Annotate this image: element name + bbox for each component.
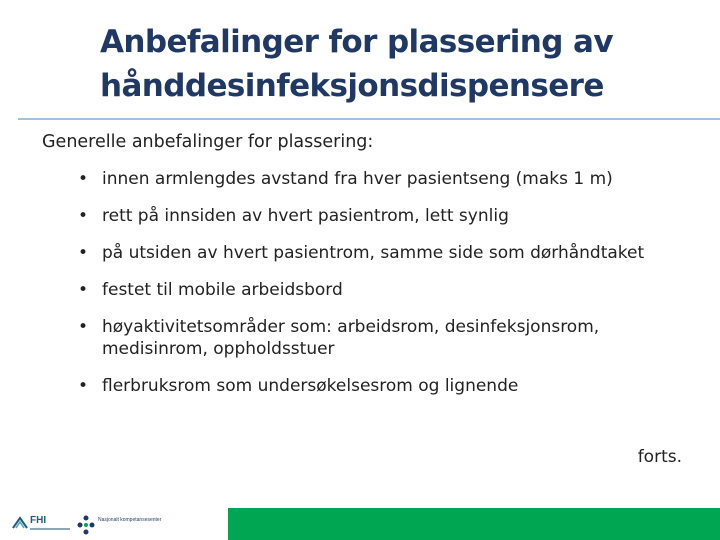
bullet-icon: • [78, 169, 89, 189]
continued-label: forts. [637, 447, 682, 467]
list-item-text: festet til mobile arbeidsbord [102, 280, 343, 300]
list-item [78, 205, 698, 227]
list-item-text: høyaktivitetsområder som: arbeidsrom, desinfeksjonsrom, medisinrom, oppholdsstuer [102, 317, 600, 359]
footer-accent-bar [228, 508, 720, 540]
list-item-text: flerbruksrom som undersøkelsesrom og lignende [102, 376, 519, 396]
slide-title-line-2: hånddesinfeksjonsdispensere [100, 68, 604, 104]
bullet-icon: • [78, 317, 89, 337]
list-item [78, 242, 698, 264]
list-item [78, 316, 698, 360]
bullet-icon: • [78, 376, 89, 396]
slide-title-line-1: Anbefalinger for plassering av [100, 24, 613, 60]
bullet-icon: • [78, 243, 89, 263]
list-item [78, 279, 698, 301]
fhi-logo-icon [12, 516, 28, 530]
list-item [78, 375, 698, 397]
partner-logo [76, 514, 216, 536]
list-item-text: innen armlengdes avstand fra hver pasientseng (maks 1 m) [102, 169, 613, 189]
recommendation-list [78, 168, 698, 412]
list-item-text: rett på innsiden av hvert pasientrom, lett synlig [102, 206, 509, 226]
fhi-logo-text: FHI [30, 515, 47, 526]
list-item [78, 168, 698, 190]
fhi-logo [12, 514, 72, 536]
bullet-icon: • [78, 280, 89, 300]
bullet-icon: • [78, 206, 89, 226]
dots-logo-icon [76, 514, 96, 536]
list-item-text: på utsiden av hvert pasientrom, samme side som dørhåndtaket [102, 243, 645, 263]
title-divider [18, 118, 720, 120]
section-heading: Generelle anbefalinger for plassering: [42, 132, 374, 152]
fhi-logo-tagline [30, 528, 70, 530]
partner-logo-text: Nasjonalt kompetansesenter [98, 517, 162, 523]
slide-title [100, 20, 660, 108]
